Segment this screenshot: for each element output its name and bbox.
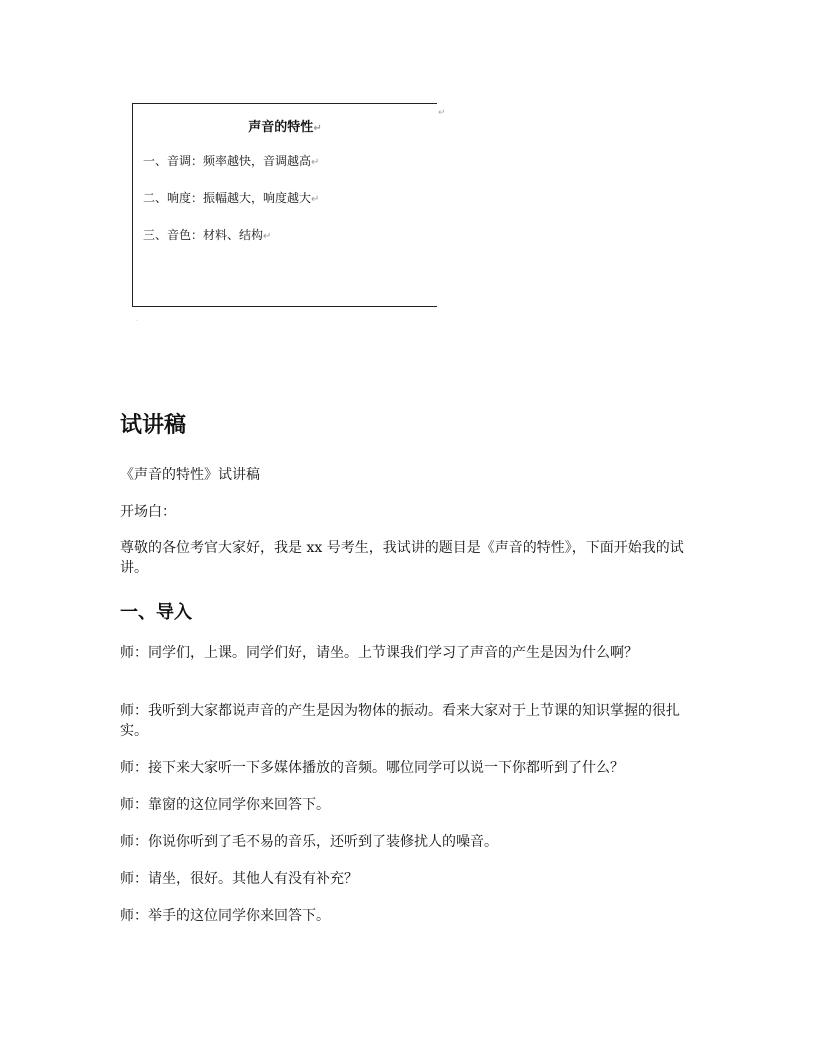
- dialogue-paragraph: 师：举手的这位同学你来回答下。: [120, 908, 330, 924]
- board-line-timbre: [143, 226, 271, 243]
- dialogue-paragraph: 师：我听到大家都说声音的产生是因为物体的振动。看来大家对于上节课的知识掌握的很扎实。: [120, 703, 680, 739]
- dialogue-paragraph: 师：靠窗的这位同学你来回答下。: [120, 797, 330, 813]
- opening-text: 尊敬的各位考官大家好，我是 xx 号考生，我试讲的题目是《声音的特性》，下面开始我的试讲。: [120, 540, 684, 576]
- return-mark: ↵: [311, 194, 320, 205]
- document-title: 试讲稿: [120, 413, 187, 438]
- section-heading: 一、导入: [120, 602, 192, 623]
- return-mark: ↵: [313, 123, 322, 134]
- board-line-loudness: [143, 189, 319, 206]
- anchor-dot-icon: ·: [136, 318, 138, 325]
- board-title-text: 声音的特性: [248, 120, 314, 135]
- blackboard-design-box: [132, 103, 437, 307]
- dialogue-paragraph: 师：请坐，很好。其他人有没有补充？: [120, 871, 358, 887]
- dialogue-paragraph: 师：你说你听到了毛不易的音乐，还听到了装修扰人的噪音。: [120, 834, 498, 850]
- board-line-text: 二、响度：振幅越大，响度越大: [143, 191, 312, 205]
- board-title: [133, 116, 437, 135]
- document-subtitle: 《声音的特性》试讲稿: [120, 467, 260, 483]
- cell-end-mark-icon: ↵: [438, 108, 446, 118]
- return-mark: ↵: [263, 231, 272, 242]
- dialogue-paragraph: 师：接下来大家听一下多媒体播放的音频。哪位同学可以说一下你都听到了什么？: [120, 760, 624, 776]
- board-line-text: 一、音调：频率越快，音调越高: [143, 154, 312, 168]
- return-mark: ↵: [311, 157, 320, 168]
- board-line-text: 三、音色：材料、结构: [143, 228, 264, 242]
- opening-label: 开场白：: [120, 504, 176, 520]
- dialogue-paragraph: 师：同学们，上课。同学们好，请坐。上节课我们学习了声音的产生是因为什么啊？: [120, 645, 638, 661]
- board-line-pitch: [143, 152, 319, 169]
